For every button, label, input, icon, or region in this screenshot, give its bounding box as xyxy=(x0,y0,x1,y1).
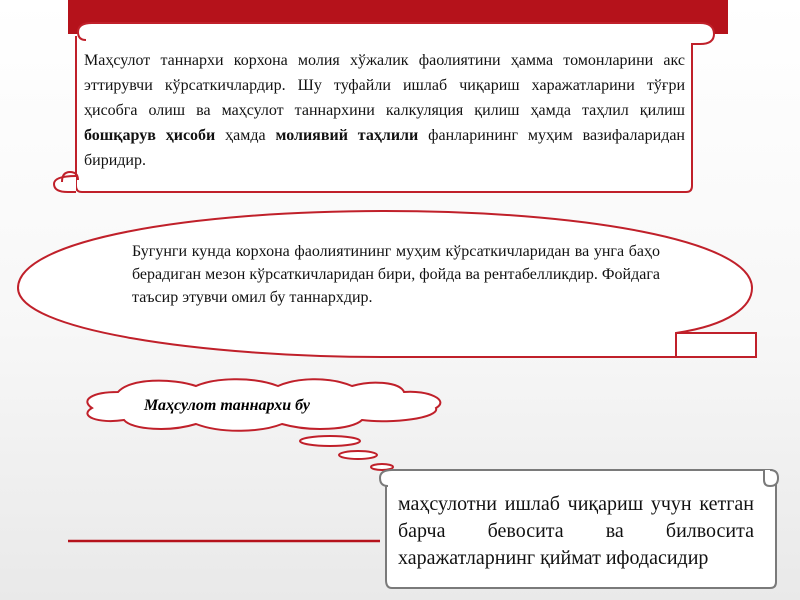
scroll-text-top xyxy=(84,48,685,173)
thought-cloud-shape xyxy=(87,379,440,470)
scroll-text-part3: фанларининг муҳим вазифаларидан биридир. xyxy=(84,127,685,169)
thought-cloud-text: Маҳсулот таннархи бу xyxy=(144,397,310,414)
scroll-text-bold-financial-analysis: молиявий таҳлили xyxy=(275,127,419,144)
scroll-text-bold-management-accounting: бошқарув ҳисоби xyxy=(84,127,216,144)
scroll-text-bottom: маҳсулотни ишлаб чиқариш учун кетган барча бевосита ва билвосита харажатларнинг қиймат ифодасидир xyxy=(398,493,754,569)
ellipse-callout-text: Бугунги кунда корхона фаолиятининг муҳим кўрсаткичларидан ва унга баҳо берадиган мезон кўрсаткичларидан бири, фойда ва рентабелликдир. Фойдага таъсир этувчи омил бу таннархдир. xyxy=(132,243,660,306)
scroll-text-part2: ҳамда xyxy=(215,127,276,144)
scroll-text-part1: Маҳсулот таннархи корхона молия хўжалик фаолиятини ҳамма томонларини акс эттирувчи кўрсаткичлардир. Шу туфайли ишлаб чиқариш харажатларини тўғри ҳисобга олиш ва маҳсулот таннархини калкуляция қилиш ҳамда таҳлил қилиш xyxy=(84,52,685,119)
